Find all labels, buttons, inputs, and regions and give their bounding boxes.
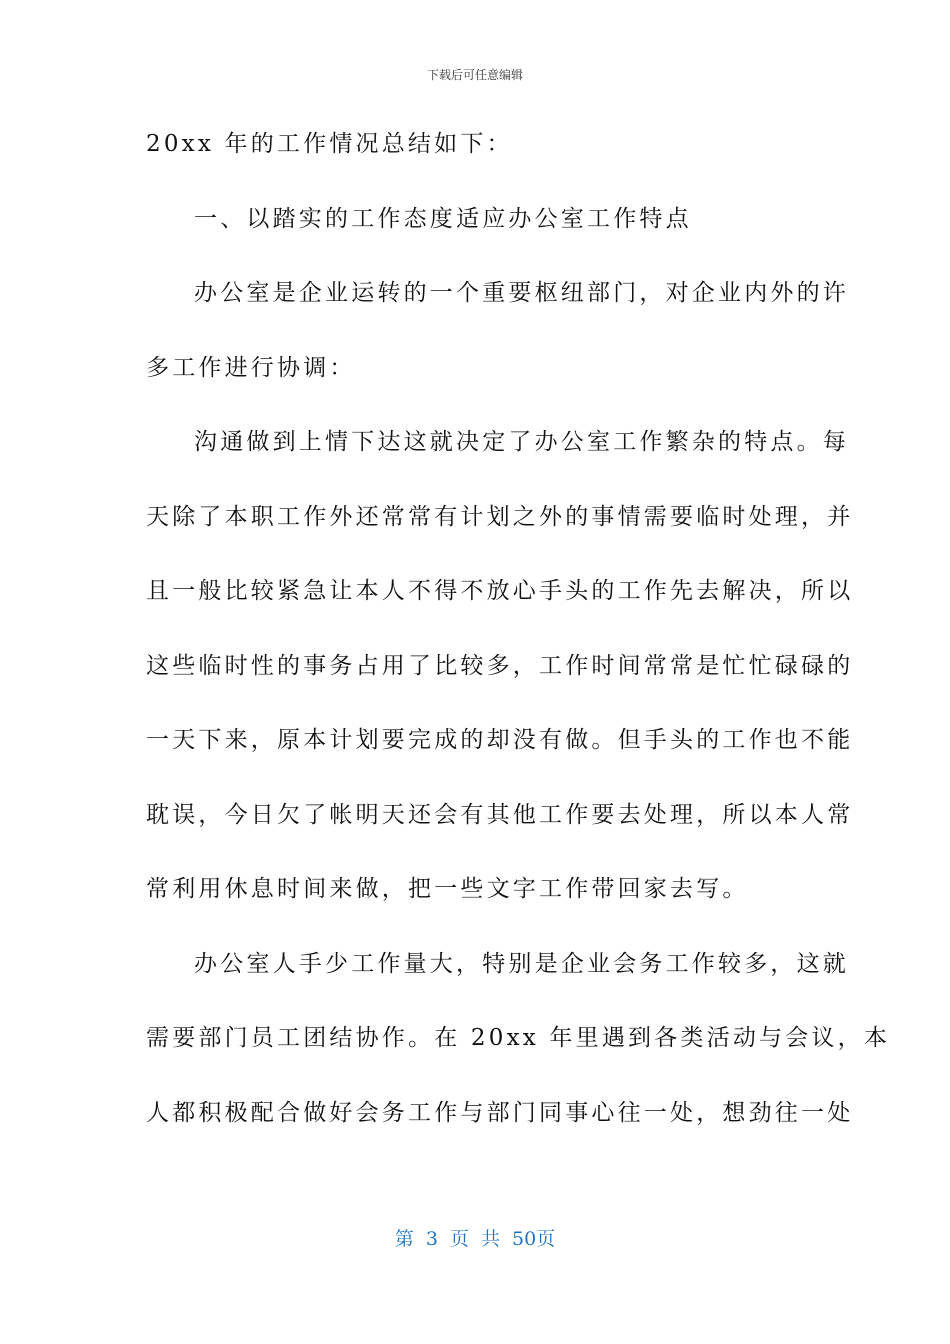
text-line: 办公室是企业运转的一个重要枢纽部门，对企业内外的许: [194, 280, 849, 306]
text-line: 需要部门员工团结协作。在 20xx 年里遇到各类活动与会议，本: [146, 1025, 891, 1051]
text-line: 天除了本职工作外还常常有计划之外的事情需要临时处理，并: [146, 503, 854, 530]
text-line: 20xx 年的工作情况总结如下：: [146, 131, 513, 157]
text-line: 一天下来，原本计划要完成的却没有做。但手头的工作也不能: [146, 727, 854, 753]
text-line: 且一般比较紧急让本人不得不放心手头的工作先去解决，所以: [146, 578, 854, 604]
page-number: 第 3 页 共 50页: [394, 1228, 556, 1250]
document-body: [146, 126, 891, 1169]
text-line: 这些临时性的事务占用了比较多，工作时间常常是忙忙碌碌的: [146, 652, 854, 679]
text-line: 沟通做到上情下达这就决定了办公室工作繁杂的特点。每: [194, 429, 849, 455]
section-heading: 一、以踏实的工作态度适应办公室工作特点: [194, 205, 692, 232]
header-note: 下载后可任意编辑: [426, 68, 523, 82]
text-line: 人都积极配合做好会务工作与部门同事心往一处，想劲往一处: [146, 1099, 854, 1126]
text-line: 多工作进行协调：: [146, 354, 356, 381]
text-line: 办公室人手少工作量大，特别是企业会务工作较多，这就: [194, 950, 849, 977]
text-line: 耽误，今日欠了帐明天还会有其他工作要去处理，所以本人常: [146, 801, 854, 828]
text-line: 常利用休息时间来做，把一些文字工作带回家去写。: [146, 876, 749, 902]
